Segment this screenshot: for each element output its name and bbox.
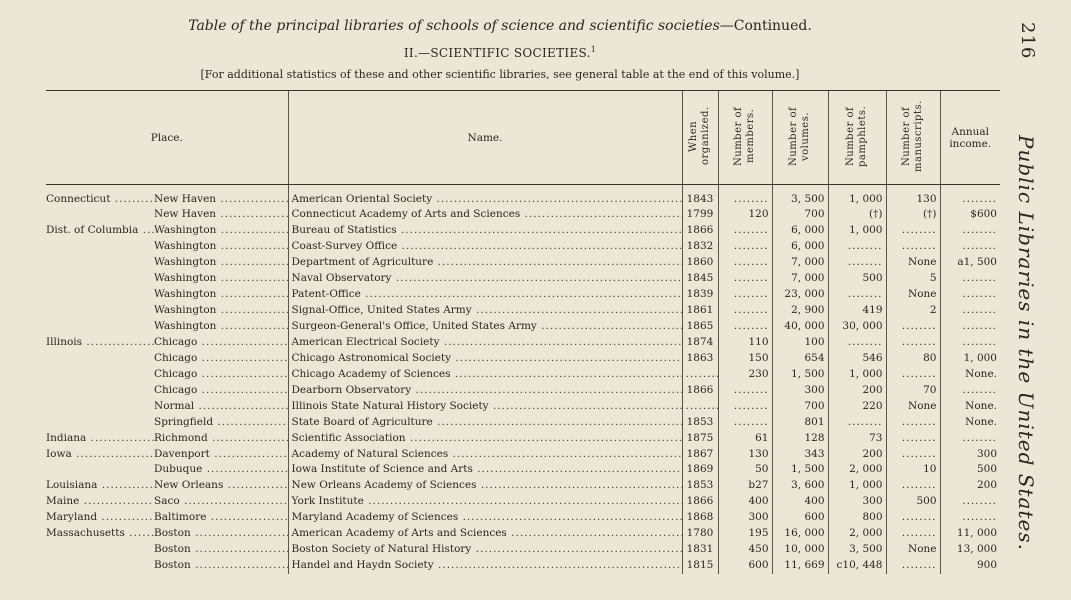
year-cell: 1799 — [682, 207, 718, 223]
year-cell: 1875 — [682, 430, 718, 446]
name-cell — [288, 414, 682, 430]
name-cell — [288, 462, 682, 478]
pamphlets-cell — [828, 287, 886, 303]
society-name: State Board of Agriculture ..... — [292, 416, 683, 428]
place-cell — [46, 335, 288, 351]
pamphlets-cell — [828, 414, 886, 430]
pamphlets-cell: 3, 500 — [828, 542, 886, 558]
table-header-row — [46, 91, 1000, 185]
volumes-cell: 3, 500 — [772, 185, 828, 208]
name-cell — [288, 223, 682, 239]
manuscripts-cell — [886, 526, 940, 542]
name-cell — [288, 366, 682, 382]
city-name: Boston ..... — [154, 543, 288, 555]
state-name: Maryland ..... — [46, 510, 154, 525]
manuscripts-cell: None — [886, 287, 940, 303]
members-cell: 120 — [718, 207, 772, 223]
members-cell — [718, 414, 772, 430]
table-row — [46, 350, 1000, 366]
society-name: Bureau of Statistics ..... — [292, 224, 683, 236]
society-name: New Orleans Academy of Sciences ..... — [292, 479, 683, 491]
income-cell: None. — [940, 398, 1000, 414]
volumes-cell: 400 — [772, 494, 828, 510]
members-cell — [718, 255, 772, 271]
pamphlets-cell: 1, 000 — [828, 223, 886, 239]
income-cell — [940, 185, 1000, 208]
place-cell — [46, 414, 288, 430]
society-name: Connecticut Academy of Arts and Sciences ..... — [292, 208, 683, 220]
city-name: Dubuque ..... — [154, 463, 288, 475]
income-cell: None. — [940, 414, 1000, 430]
col-header-pamphlets — [828, 91, 886, 185]
city-name: Chicago ..... — [154, 336, 288, 348]
year-cell: 1853 — [682, 478, 718, 494]
volumes-cell: 300 — [772, 382, 828, 398]
place-cell — [46, 526, 288, 542]
volumes-cell: 1, 500 — [772, 462, 828, 478]
income-cell: 13, 000 — [940, 542, 1000, 558]
income-cell: 500 — [940, 462, 1000, 478]
city-name: Baltimore ..... — [154, 511, 288, 523]
city-name: Washington ..... — [154, 288, 288, 300]
manuscripts-cell: 10 — [886, 462, 940, 478]
pamphlets-cell — [828, 335, 886, 351]
city-name: Chicago ..... — [154, 384, 288, 396]
year-cell: 1860 — [682, 255, 718, 271]
table-row — [46, 255, 1000, 271]
year-cell — [682, 366, 718, 382]
income-cell: 900 — [940, 558, 1000, 574]
footnote-mark: 1 — [590, 45, 597, 54]
table-row — [46, 271, 1000, 287]
table-row — [46, 382, 1000, 398]
pamphlets-cell: 200 — [828, 446, 886, 462]
society-name: Coast-Survey Office ..... — [292, 240, 683, 252]
year-cell: 1863 — [682, 350, 718, 366]
pamphlets-cell: 1, 000 — [828, 185, 886, 208]
year-cell: 1867 — [682, 446, 718, 462]
col-header-members-text: Number of members. — [733, 106, 756, 166]
manuscripts-cell: (†) — [886, 207, 940, 223]
manuscripts-cell: 130 — [886, 185, 940, 208]
society-name: Naval Observatory ..... — [292, 272, 683, 284]
income-cell — [940, 223, 1000, 239]
manuscripts-cell: 80 — [886, 350, 940, 366]
society-name: Maryland Academy of Sciences ..... — [292, 511, 683, 523]
income-cell: None. — [940, 366, 1000, 382]
members-cell: 110 — [718, 335, 772, 351]
table-row — [46, 223, 1000, 239]
income-cell — [940, 382, 1000, 398]
volumes-cell: 100 — [772, 335, 828, 351]
place-cell — [46, 478, 288, 494]
pamphlets-cell — [828, 255, 886, 271]
manuscripts-cell — [886, 478, 940, 494]
members-cell — [718, 398, 772, 414]
income-cell: a1, 500 — [940, 255, 1000, 271]
society-name: Chicago Astronomical Society ..... — [292, 352, 683, 364]
income-cell — [940, 510, 1000, 526]
society-name: Scientific Association ..... — [292, 432, 683, 444]
col-header-organized — [682, 91, 718, 185]
income-cell: 11, 000 — [940, 526, 1000, 542]
table-row — [46, 303, 1000, 319]
members-cell: b27 — [718, 478, 772, 494]
table-row — [46, 478, 1000, 494]
manuscripts-cell: 70 — [886, 382, 940, 398]
table-row — [46, 207, 1000, 223]
volumes-cell: 40, 000 — [772, 319, 828, 335]
place-cell — [46, 542, 288, 558]
table-row — [46, 526, 1000, 542]
place-cell — [46, 185, 288, 208]
manuscripts-cell — [886, 558, 940, 574]
society-name: Surgeon-General's Office, United States Army ..... — [292, 320, 683, 332]
year-cell: 1866 — [682, 382, 718, 398]
manuscripts-cell: None — [886, 255, 940, 271]
state-name: Illinois ..... — [46, 335, 154, 350]
place-cell — [46, 223, 288, 239]
pamphlets-cell: 419 — [828, 303, 886, 319]
income-cell — [940, 287, 1000, 303]
pamphlets-cell: 500 — [828, 271, 886, 287]
name-cell — [288, 494, 682, 510]
city-name: Richmond ..... — [154, 432, 288, 444]
members-cell: 600 — [718, 558, 772, 574]
col-header-members — [718, 91, 772, 185]
year-cell: 1780 — [682, 526, 718, 542]
table-row — [46, 335, 1000, 351]
place-cell — [46, 398, 288, 414]
col-header-manuscripts — [886, 91, 940, 185]
society-name: American Academy of Arts and Sciences ..... — [292, 527, 683, 539]
table-row — [46, 430, 1000, 446]
table-row — [46, 510, 1000, 526]
table-row — [46, 542, 1000, 558]
income-cell: 300 — [940, 446, 1000, 462]
members-cell — [718, 382, 772, 398]
city-name: Washington ..... — [154, 272, 288, 284]
name-cell — [288, 510, 682, 526]
city-name: New Haven ..... — [154, 208, 288, 220]
volumes-cell: 10, 000 — [772, 542, 828, 558]
name-cell — [288, 255, 682, 271]
volumes-cell: 343 — [772, 446, 828, 462]
table-row — [46, 287, 1000, 303]
society-name: Department of Agriculture ..... — [292, 256, 683, 268]
income-cell: 1, 000 — [940, 350, 1000, 366]
name-cell — [288, 350, 682, 366]
pamphlets-cell: c10, 448 — [828, 558, 886, 574]
year-cell: 1865 — [682, 319, 718, 335]
city-name: Boston ..... — [154, 559, 288, 571]
name-cell — [288, 335, 682, 351]
pamphlets-cell: 73 — [828, 430, 886, 446]
manuscripts-cell — [886, 510, 940, 526]
state-name: Dist. of Columbia ..... — [46, 223, 154, 238]
pamphlets-cell: 300 — [828, 494, 886, 510]
society-name: Handel and Haydn Society ..... — [292, 559, 683, 571]
table-row — [46, 558, 1000, 574]
name-cell — [288, 271, 682, 287]
city-name: Washington ..... — [154, 224, 288, 236]
manuscripts-cell — [886, 223, 940, 239]
pamphlets-cell: 800 — [828, 510, 886, 526]
income-cell — [940, 239, 1000, 255]
members-cell: 50 — [718, 462, 772, 478]
manuscripts-cell — [886, 446, 940, 462]
volumes-cell: 11, 669 — [772, 558, 828, 574]
volumes-cell: 7, 000 — [772, 271, 828, 287]
section-subtitle-text: II.—SCIENTIFIC SOCIETIES. — [403, 46, 591, 60]
pamphlets-cell: 220 — [828, 398, 886, 414]
name-cell — [288, 239, 682, 255]
city-name: Washington ..... — [154, 240, 288, 252]
page-number: 216 — [1017, 22, 1038, 60]
society-name: Dearborn Observatory ..... — [292, 384, 683, 396]
name-cell — [288, 526, 682, 542]
state-name: Louisiana ..... — [46, 478, 154, 493]
name-cell — [288, 287, 682, 303]
volumes-cell: 16, 000 — [772, 526, 828, 542]
table-title-italic: Table of the principal libraries of schools of science and scientific societies — [188, 18, 720, 34]
year-cell: 1843 — [682, 185, 718, 208]
name-cell — [288, 542, 682, 558]
year-cell: 1861 — [682, 303, 718, 319]
pamphlets-cell: 2, 000 — [828, 526, 886, 542]
manuscripts-cell: 5 — [886, 271, 940, 287]
year-cell: 1869 — [682, 462, 718, 478]
manuscripts-cell — [886, 319, 940, 335]
society-name: Academy of Natural Sciences ..... — [292, 448, 683, 460]
city-name: Davenport ..... — [154, 448, 288, 460]
section-subtitle — [0, 45, 1000, 60]
volumes-cell: 7, 000 — [772, 255, 828, 271]
name-cell — [288, 382, 682, 398]
city-name: Washington ..... — [154, 320, 288, 332]
place-cell — [46, 558, 288, 574]
members-cell — [718, 271, 772, 287]
year-cell: 1815 — [682, 558, 718, 574]
volumes-cell: 2, 900 — [772, 303, 828, 319]
state-name: Indiana ..... — [46, 431, 154, 446]
place-cell — [46, 510, 288, 526]
year-cell: 1866 — [682, 494, 718, 510]
col-header-volumes — [772, 91, 828, 185]
society-name: Iowa Institute of Science and Arts ..... — [292, 463, 683, 475]
table-row — [46, 398, 1000, 414]
members-cell — [718, 319, 772, 335]
society-name: American Electrical Society ..... — [292, 336, 683, 348]
year-cell: 1832 — [682, 239, 718, 255]
table-row — [46, 185, 1000, 208]
place-cell — [46, 303, 288, 319]
pamphlets-cell: (†) — [828, 207, 886, 223]
col-header-name: Name. — [288, 91, 682, 185]
income-cell — [940, 494, 1000, 510]
pamphlets-cell — [828, 239, 886, 255]
place-cell — [46, 446, 288, 462]
col-header-income: Annual income. — [940, 91, 1000, 185]
society-name: Patent-Office ..... — [292, 288, 683, 300]
pamphlets-cell: 546 — [828, 350, 886, 366]
members-cell: 400 — [718, 494, 772, 510]
table-title — [0, 18, 1000, 34]
state-name: Iowa ..... — [46, 447, 154, 462]
income-cell: $600 — [940, 207, 1000, 223]
libraries-table — [46, 90, 1000, 574]
society-name: Signal-Office, United States Army ..... — [292, 304, 683, 316]
members-cell: 61 — [718, 430, 772, 446]
income-cell: 200 — [940, 478, 1000, 494]
members-cell: 195 — [718, 526, 772, 542]
city-name: Washington ..... — [154, 304, 288, 316]
pamphlets-cell: 200 — [828, 382, 886, 398]
city-name: Washington ..... — [154, 256, 288, 268]
table-row — [46, 366, 1000, 382]
name-cell — [288, 303, 682, 319]
state-name: Connecticut ..... — [46, 192, 154, 207]
table-row — [46, 414, 1000, 430]
place-cell — [46, 494, 288, 510]
volumes-cell: 700 — [772, 398, 828, 414]
volumes-cell: 6, 000 — [772, 223, 828, 239]
volumes-cell: 600 — [772, 510, 828, 526]
table-row — [46, 446, 1000, 462]
year-cell: 1839 — [682, 287, 718, 303]
volumes-cell: 23, 000 — [772, 287, 828, 303]
members-cell — [718, 303, 772, 319]
col-header-manuscripts-text: Number of manuscripts. — [901, 100, 924, 172]
city-name: Springfield ..... — [154, 416, 288, 428]
year-cell — [682, 398, 718, 414]
manuscripts-cell — [886, 335, 940, 351]
members-cell — [718, 239, 772, 255]
society-name: Chicago Academy of Sciences ..... — [292, 368, 683, 380]
place-cell — [46, 350, 288, 366]
pamphlets-cell: 30, 000 — [828, 319, 886, 335]
society-name: Illinois State Natural History Society ..... — [292, 400, 683, 412]
col-header-organized-text: When organized. — [688, 106, 711, 166]
year-cell: 1831 — [682, 542, 718, 558]
city-name: New Haven ..... — [154, 193, 288, 205]
pamphlets-cell: 2, 000 — [828, 462, 886, 478]
name-cell — [288, 558, 682, 574]
name-cell — [288, 446, 682, 462]
name-cell — [288, 398, 682, 414]
col-header-pamphlets-text: Number of pamphlets. — [845, 105, 868, 167]
table-row — [46, 239, 1000, 255]
name-cell — [288, 430, 682, 446]
manuscripts-cell — [886, 430, 940, 446]
income-cell — [940, 430, 1000, 446]
manuscripts-cell — [886, 414, 940, 430]
name-cell — [288, 207, 682, 223]
income-cell — [940, 303, 1000, 319]
place-cell — [46, 271, 288, 287]
table-body — [46, 185, 1000, 574]
place-cell — [46, 319, 288, 335]
name-cell — [288, 185, 682, 208]
state-name: Maine ..... — [46, 494, 154, 509]
city-name: Chicago ..... — [154, 352, 288, 364]
place-cell — [46, 382, 288, 398]
society-name: York Institute ..... — [292, 495, 683, 507]
income-cell — [940, 271, 1000, 287]
table-row — [46, 494, 1000, 510]
year-cell: 1845 — [682, 271, 718, 287]
volumes-cell: 3, 600 — [772, 478, 828, 494]
city-name: Chicago ..... — [154, 368, 288, 380]
col-header-volumes-text: Number of volumes. — [788, 106, 811, 166]
city-name: New Orleans ..... — [154, 479, 288, 491]
members-cell: 300 — [718, 510, 772, 526]
year-cell: 1868 — [682, 510, 718, 526]
city-name: Boston ..... — [154, 527, 288, 539]
bracket-note: [For additional statistics of these and other scientific libraries, see general table at the end of this volume.] — [200, 68, 800, 81]
running-head: Public Libraries in the United States. — [1014, 135, 1038, 551]
table-row — [46, 319, 1000, 335]
volumes-cell: 6, 000 — [772, 239, 828, 255]
city-name: Saco ..... — [154, 495, 288, 507]
manuscripts-cell — [886, 239, 940, 255]
volumes-cell: 128 — [772, 430, 828, 446]
place-cell — [46, 207, 288, 223]
manuscripts-cell: 500 — [886, 494, 940, 510]
members-cell: 130 — [718, 446, 772, 462]
volumes-cell: 654 — [772, 350, 828, 366]
volumes-cell: 801 — [772, 414, 828, 430]
manuscripts-cell — [886, 366, 940, 382]
members-cell — [718, 223, 772, 239]
manuscripts-cell: None — [886, 398, 940, 414]
place-cell — [46, 239, 288, 255]
year-cell: 1866 — [682, 223, 718, 239]
society-name: Boston Society of Natural History ..... — [292, 543, 683, 555]
society-name: American Oriental Society ..... — [292, 193, 683, 205]
manuscripts-cell: 2 — [886, 303, 940, 319]
members-cell — [718, 287, 772, 303]
name-cell — [288, 319, 682, 335]
place-cell — [46, 430, 288, 446]
members-cell — [718, 185, 772, 208]
income-cell — [940, 335, 1000, 351]
members-cell: 150 — [718, 350, 772, 366]
members-cell: 450 — [718, 542, 772, 558]
name-cell — [288, 478, 682, 494]
volumes-cell: 1, 500 — [772, 366, 828, 382]
place-cell — [46, 287, 288, 303]
manuscripts-cell: None — [886, 542, 940, 558]
state-name: Massachusetts ..... — [46, 526, 154, 541]
pamphlets-cell: 1, 000 — [828, 366, 886, 382]
pamphlets-cell: 1, 000 — [828, 478, 886, 494]
year-cell: 1874 — [682, 335, 718, 351]
place-cell — [46, 366, 288, 382]
year-cell: 1853 — [682, 414, 718, 430]
city-name: Normal ..... — [154, 400, 288, 412]
table-row — [46, 462, 1000, 478]
members-cell: 230 — [718, 366, 772, 382]
volumes-cell: 700 — [772, 207, 828, 223]
place-cell — [46, 462, 288, 478]
place-cell — [46, 255, 288, 271]
income-cell — [940, 319, 1000, 335]
table-title-continued: —Continued. — [719, 18, 812, 34]
col-header-place: Place. — [46, 91, 288, 185]
